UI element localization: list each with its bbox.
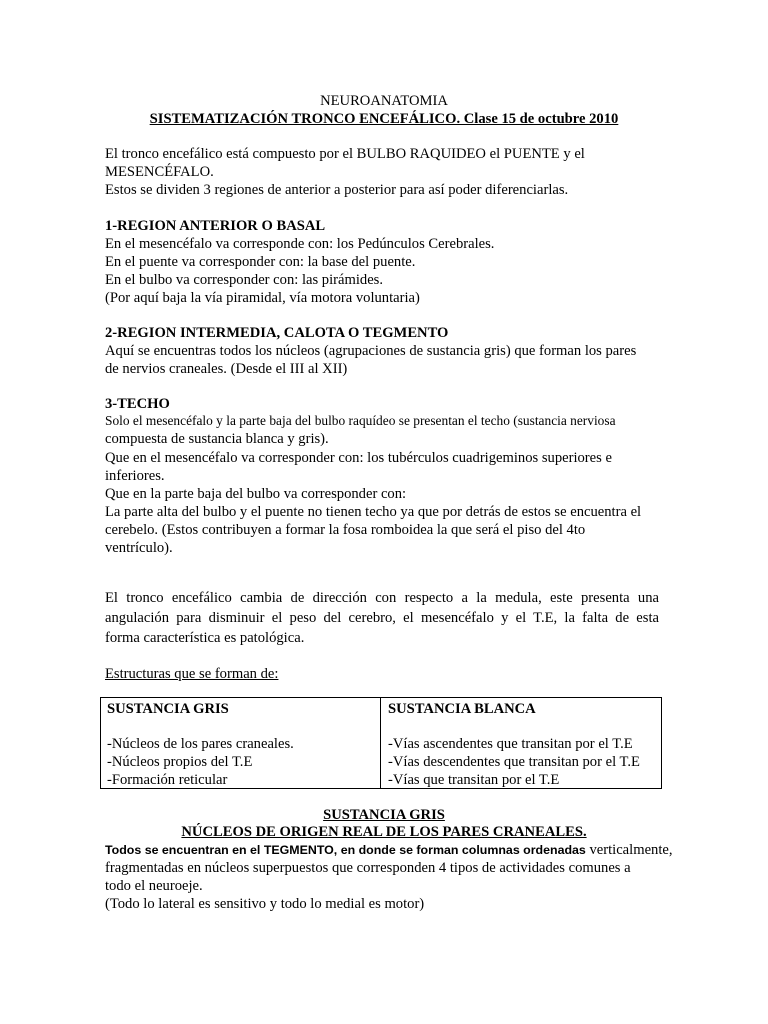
table-cell: -Núcleos propios del T.E: [107, 754, 253, 770]
paragraph-line: angulación para disminuir el peso del cerebro, el mesencéfalo y el T.E, la falta de esta: [105, 610, 659, 626]
section-lead-sans: Todos se encuentran en el TEGMENTO, en donde se forman columnas ordenadas: [105, 843, 586, 857]
document-heading: NEUROANATOMIA: [320, 93, 448, 109]
section-line: (Todo lo lateral es sensitivo y todo lo medial es motor): [105, 896, 425, 912]
structures-table: [100, 697, 662, 789]
region3-line: ventrículo).: [105, 540, 173, 556]
table-cell: -Vías descendentes que transitan por el T.E: [388, 754, 640, 770]
table-header-gris: SUSTANCIA GRIS: [107, 701, 229, 717]
region1-line: En el puente va corresponder con: la base del puente.: [105, 254, 416, 270]
intro-line: MESENCÉFALO.: [105, 164, 214, 180]
table-header-blanca: SUSTANCIA BLANCA: [388, 701, 536, 717]
region3-line: Que en la parte baja del bulbo va corresponder con:: [105, 486, 407, 502]
region3-line: compuesta de sustancia blanca y gris).: [105, 431, 329, 447]
section-subtitle: NÚCLEOS DE ORIGEN REAL DE LOS PARES CRANEALES.: [181, 824, 587, 840]
table-cell: -Núcleos de los pares craneales.: [107, 736, 294, 752]
section-lead: [105, 841, 673, 859]
region2-line: de nervios craneales. (Desde el III al XII): [105, 361, 348, 377]
table-cell: -Formación reticular: [107, 772, 228, 788]
region2-line: Aquí se encuentras todos los núcleos (agrupaciones de sustancia gris) que forman los pares: [105, 343, 637, 359]
paragraph-line: forma característica es patológica.: [105, 630, 305, 646]
region1-line: En el bulbo va corresponder con: las pirámides.: [105, 272, 384, 288]
region1-line: (Por aquí baja la vía piramidal, vía motora voluntaria): [105, 290, 420, 306]
table-divider: [380, 698, 381, 788]
region1-line: En el mesencéfalo va corresponde con: los Pedúnculos Cerebrales.: [105, 236, 495, 252]
document-subheading: SISTEMATIZACIÓN TRONCO ENCEFÁLICO. Clase 15 de octubre 2010: [149, 111, 619, 127]
region3-line: Que en el mesencéfalo va corresponder con: los tubérculos cuadrigeminos superiores e: [105, 450, 612, 466]
intro-line: El tronco encefálico está compuesto por el BULBO RAQUIDEO el PUENTE y el: [105, 146, 585, 162]
region2-title: 2-REGION INTERMEDIA, CALOTA O TEGMENTO: [105, 325, 449, 341]
intro-line: Estos se dividen 3 regiones de anterior a posterior para así poder diferenciarlas.: [105, 182, 569, 198]
paragraph-line: El tronco encefálico cambia de dirección con respecto a la medula, este presenta una: [105, 590, 659, 606]
region3-line: cerebelo. (Estos contribuyen a formar la fosa romboidea la que será el piso del 4to: [105, 522, 586, 538]
region3-line: La parte alta del bulbo y el puente no tienen techo ya que por detrás de estos se encuentra el: [105, 504, 642, 520]
region1-title: 1-REGION ANTERIOR O BASAL: [105, 218, 326, 234]
section-line: fragmentadas en núcleos superpuestos que corresponden 4 tipos de actividades comunes a: [105, 860, 631, 876]
region3-line: Solo el mesencéfalo y la parte baja del bulbo raquídeo se presentan el techo (sustancia nerviosa: [105, 413, 616, 428]
section-line: todo el neuroeje.: [105, 878, 203, 894]
structures-label: Estructuras que se forman de:: [105, 666, 279, 682]
region3-title: 3-TECHO: [105, 396, 170, 412]
region3-line: inferiores.: [105, 468, 165, 484]
section-title: SUSTANCIA GRIS: [323, 807, 445, 823]
table-cell: -Vías que transitan por el T.E: [388, 772, 560, 788]
table-cell: -Vías ascendentes que transitan por el T.E: [388, 736, 633, 752]
section-lead-rest: verticalmente,: [585, 842, 673, 858]
